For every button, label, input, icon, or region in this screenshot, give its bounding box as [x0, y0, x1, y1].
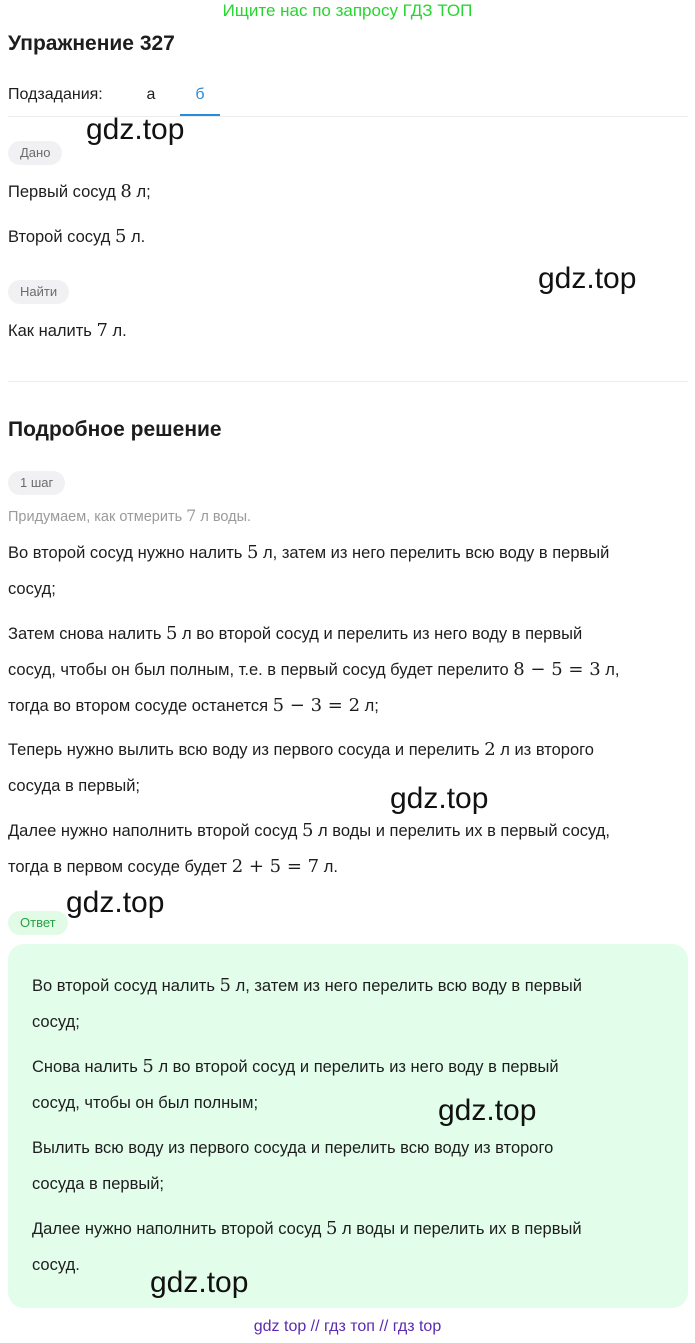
solution-paragraph-2: Затем снова налить 5 л во второй сосуд и перелить из него воду в первый сосуд, чтобы он был полным, т.е. в первый сосуд будет перелито 8 − 5 = 3 л, тогда во втором сосуде останется 5 − 3 = 2 л; [8, 623, 620, 716]
solution-heading: Подробное решение [8, 418, 222, 441]
subtask-tab-b[interactable]: б [180, 86, 220, 116]
footer-link-gdz-top-ru[interactable]: гдз топ [324, 1318, 375, 1335]
footer-links [0, 1318, 695, 1336]
divider [8, 381, 688, 382]
solution-paragraph-1: Во второй сосуд нужно налить 5 л, затем из него перелить всю воду в первый сосуд; [8, 542, 610, 598]
solution-paragraph-3: Теперь нужно вылить всю воду из первого сосуда и перелить 2 л из второго сосуда в первый; [8, 739, 594, 795]
watermark: gdz.top [150, 1266, 249, 1299]
watermark: gdz.top [86, 113, 185, 146]
footer-link-gdz-top-mixed[interactable]: гдз top [392, 1318, 442, 1335]
subtasks-label: Подзадания: [8, 86, 103, 103]
watermark: gdz.top [438, 1094, 537, 1127]
watermark: gdz.top [390, 782, 489, 815]
watermark: gdz.top [538, 262, 637, 295]
step-chip: 1 шаг [8, 471, 65, 495]
find-chip: Найти [8, 280, 69, 304]
answer-chip: Ответ [8, 911, 68, 935]
solution-paragraph-4: Далее нужно наполнить второй сосуд 5 л воды и перелить их в первый сосуд, тогда в первом сосуде будет 2 + 5 = 7 л. [8, 820, 610, 877]
footer-separator: // [306, 1318, 325, 1335]
watermark: gdz.top [66, 886, 165, 919]
page-title: Упражнение 327 [8, 32, 175, 55]
answer-item-4: Далее нужно наполнить второй сосуд 5 л воды и перелить их в первый сосуд. [32, 1218, 582, 1274]
step-intro: Придумаем, как отмерить 7 л воды. [8, 506, 252, 525]
footer-separator: // [374, 1318, 393, 1335]
answer-item-1: Во второй сосуд налить 5 л, затем из него перелить всю воду в первый сосуд; [32, 975, 582, 1031]
answer-item-2: Снова налить 5 л во второй сосуд и перелить из него воду в первый сосуд, чтобы он был полным; [32, 1056, 559, 1112]
find-line: Как налить 7 л. [8, 320, 127, 341]
given-line-1: Первый сосуд 8 л; [8, 181, 151, 202]
given-chip: Дано [8, 141, 62, 165]
subtask-tab-a[interactable]: а [146, 86, 156, 103]
given-line-2: Второй сосуд 5 л. [8, 226, 146, 247]
footer-link-gdz-top[interactable]: gdz top [253, 1318, 307, 1335]
promo-banner[interactable]: Ищите нас по запросу ГДЗ ТОП [222, 1, 473, 20]
answer-item-3: Вылить всю воду из первого сосуда и перелить всю воду из второго сосуда в первый; [32, 1139, 554, 1193]
